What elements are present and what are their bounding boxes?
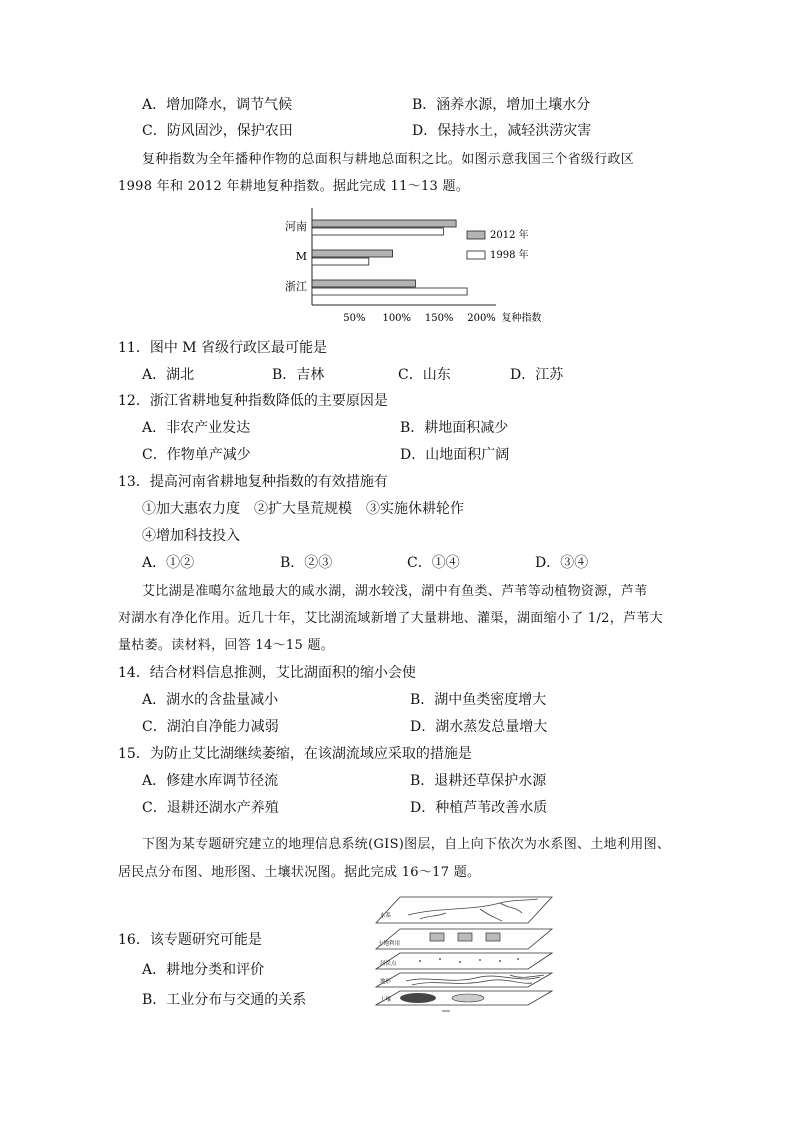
bar bbox=[312, 258, 369, 265]
intro-aibi-line2: 对湖水有净化作用。近几十年，艾比湖流域新增了大量耕地、灌渠，湖面缩小了 1/2，芦苇大 bbox=[118, 611, 663, 626]
option-b: B．涵养水源，增加土壤水分 bbox=[412, 97, 591, 113]
gis-label-settlement: 居民点 bbox=[380, 961, 397, 967]
q13-items-line2: ④增加科技投入 bbox=[142, 528, 240, 544]
gis-label-water: 水系 bbox=[380, 913, 392, 919]
q12-stem: 12．浙江省耕地复种指数降低的主要原因是 bbox=[118, 393, 388, 409]
q16-stem: 16．该专题研究可能是 bbox=[118, 932, 262, 948]
q13-option-b: B．②③ bbox=[280, 555, 333, 571]
q15-option-c: C．退耕还湖水产养殖 bbox=[142, 800, 279, 816]
q12-option-b: B．耕地面积减少 bbox=[400, 420, 509, 436]
intro-fuzhong-line2: 1998 年和 2012 年耕地复种指数。据此完成 11～13 题。 bbox=[118, 179, 470, 194]
gis-layer-settlement bbox=[376, 953, 552, 969]
intro-fuzhong-line1: 复种指数为全年播种作物的总面积与耕地总面积之比。如图示意我国三个省级行政区 bbox=[142, 152, 635, 167]
q12-option-d: D．山地面积广阔 bbox=[400, 447, 510, 463]
intro-aibi-line1: 艾比湖是准噶尔盆地最大的咸水湖，湖水较浅，湖中有鱼类、芦苇等动植物资源，芦苇 bbox=[142, 584, 648, 599]
option-a: A．增加降水，调节气候 bbox=[142, 97, 293, 113]
q12-option-c: C．作物单产减少 bbox=[142, 447, 251, 463]
q13-option-c: C．①④ bbox=[407, 555, 460, 571]
q14-option-a: A．湖水的含盐量减小 bbox=[142, 692, 279, 708]
x-tick-label: 200% bbox=[467, 313, 496, 324]
q13-option-d: D．③④ bbox=[535, 555, 589, 571]
gis-label-landuse: 土地利用 bbox=[378, 941, 401, 947]
gis-layer-water bbox=[376, 897, 552, 923]
q14-option-b: B．湖中鱼类密度增大 bbox=[410, 692, 547, 708]
x-tick-label: 50% bbox=[343, 313, 366, 324]
q13-option-a: A．①② bbox=[142, 555, 195, 571]
q12-option-a: A．非农产业发达 bbox=[142, 420, 251, 436]
intro-gis-line2: 居民点分布图、地形图、土壤状况图。据此完成 16～17 题。 bbox=[118, 865, 481, 880]
gis-label-terrain: 地形 bbox=[380, 979, 392, 985]
gis-layer-figure bbox=[360, 893, 560, 1013]
legend-label: 2012 年 bbox=[490, 230, 529, 241]
x-tick-label: 150% bbox=[424, 313, 454, 324]
legend-swatch bbox=[467, 231, 485, 239]
q16-option-a: A．耕地分类和评价 bbox=[142, 962, 265, 978]
bar bbox=[312, 228, 443, 235]
intro-aibi-line3: 量枯萎。读材料，回答 14～15 题。 bbox=[118, 638, 335, 653]
q15-option-d: D．种植芦苇改善水质 bbox=[410, 800, 548, 816]
q11-stem: 11．图中 M 省级行政区最可能是 bbox=[118, 340, 328, 356]
bar bbox=[312, 288, 467, 295]
category-label: 河南 bbox=[285, 220, 307, 233]
landuse-patches bbox=[430, 933, 500, 941]
q11-option-d: D．江苏 bbox=[510, 367, 564, 383]
intro-gis-line1: 下图为某专题研究建立的地理信息系统(GIS)图层，自上向下依次为水系图、土地利用图、 bbox=[142, 837, 671, 852]
fuzhong-bar-chart bbox=[270, 200, 560, 330]
legend-swatch bbox=[467, 251, 485, 259]
q14-option-d: D．湖水蒸发总量增大 bbox=[410, 719, 548, 735]
q15-stem: 15．为防止艾比湖继续萎缩，在该湖流域应采取的措施是 bbox=[118, 746, 472, 762]
q13-stem: 13．提高河南省耕地复种指数的有效措施有 bbox=[118, 474, 388, 490]
q14-option-c: C．湖泊自净能力减弱 bbox=[142, 719, 279, 735]
q16-option-b: B．工业分布与交通的关系 bbox=[142, 992, 307, 1008]
q11-option-a: A．湖北 bbox=[142, 367, 195, 383]
q11-option-b: B．吉林 bbox=[272, 367, 325, 383]
q15-option-a: A．修建水库调节径流 bbox=[142, 773, 279, 789]
x-axis-title: 复种指数 bbox=[501, 313, 542, 324]
bar bbox=[312, 220, 456, 227]
legend-label: 1998 年 bbox=[490, 250, 529, 261]
x-tick-label: 100% bbox=[382, 313, 412, 324]
option-c: C．防风固沙，保护农田 bbox=[142, 123, 293, 139]
category-label: M bbox=[295, 250, 307, 263]
category-label: 浙江 bbox=[285, 280, 307, 293]
q15-option-b: B．退耕还草保护水源 bbox=[410, 773, 547, 789]
gis-label-soil: 土壤 bbox=[380, 997, 392, 1003]
bar bbox=[312, 280, 415, 287]
bar bbox=[312, 250, 393, 257]
q13-items-line1: ①加大惠农力度 ②扩大垦荒规模 ③实施休耕轮作 bbox=[142, 501, 464, 517]
option-d: D．保持水土，减轻洪涝灾害 bbox=[412, 123, 592, 139]
q11-option-c: C．山东 bbox=[398, 367, 451, 383]
q14-stem: 14．结合材料信息推测，艾比湖面积的缩小会使 bbox=[118, 665, 416, 681]
